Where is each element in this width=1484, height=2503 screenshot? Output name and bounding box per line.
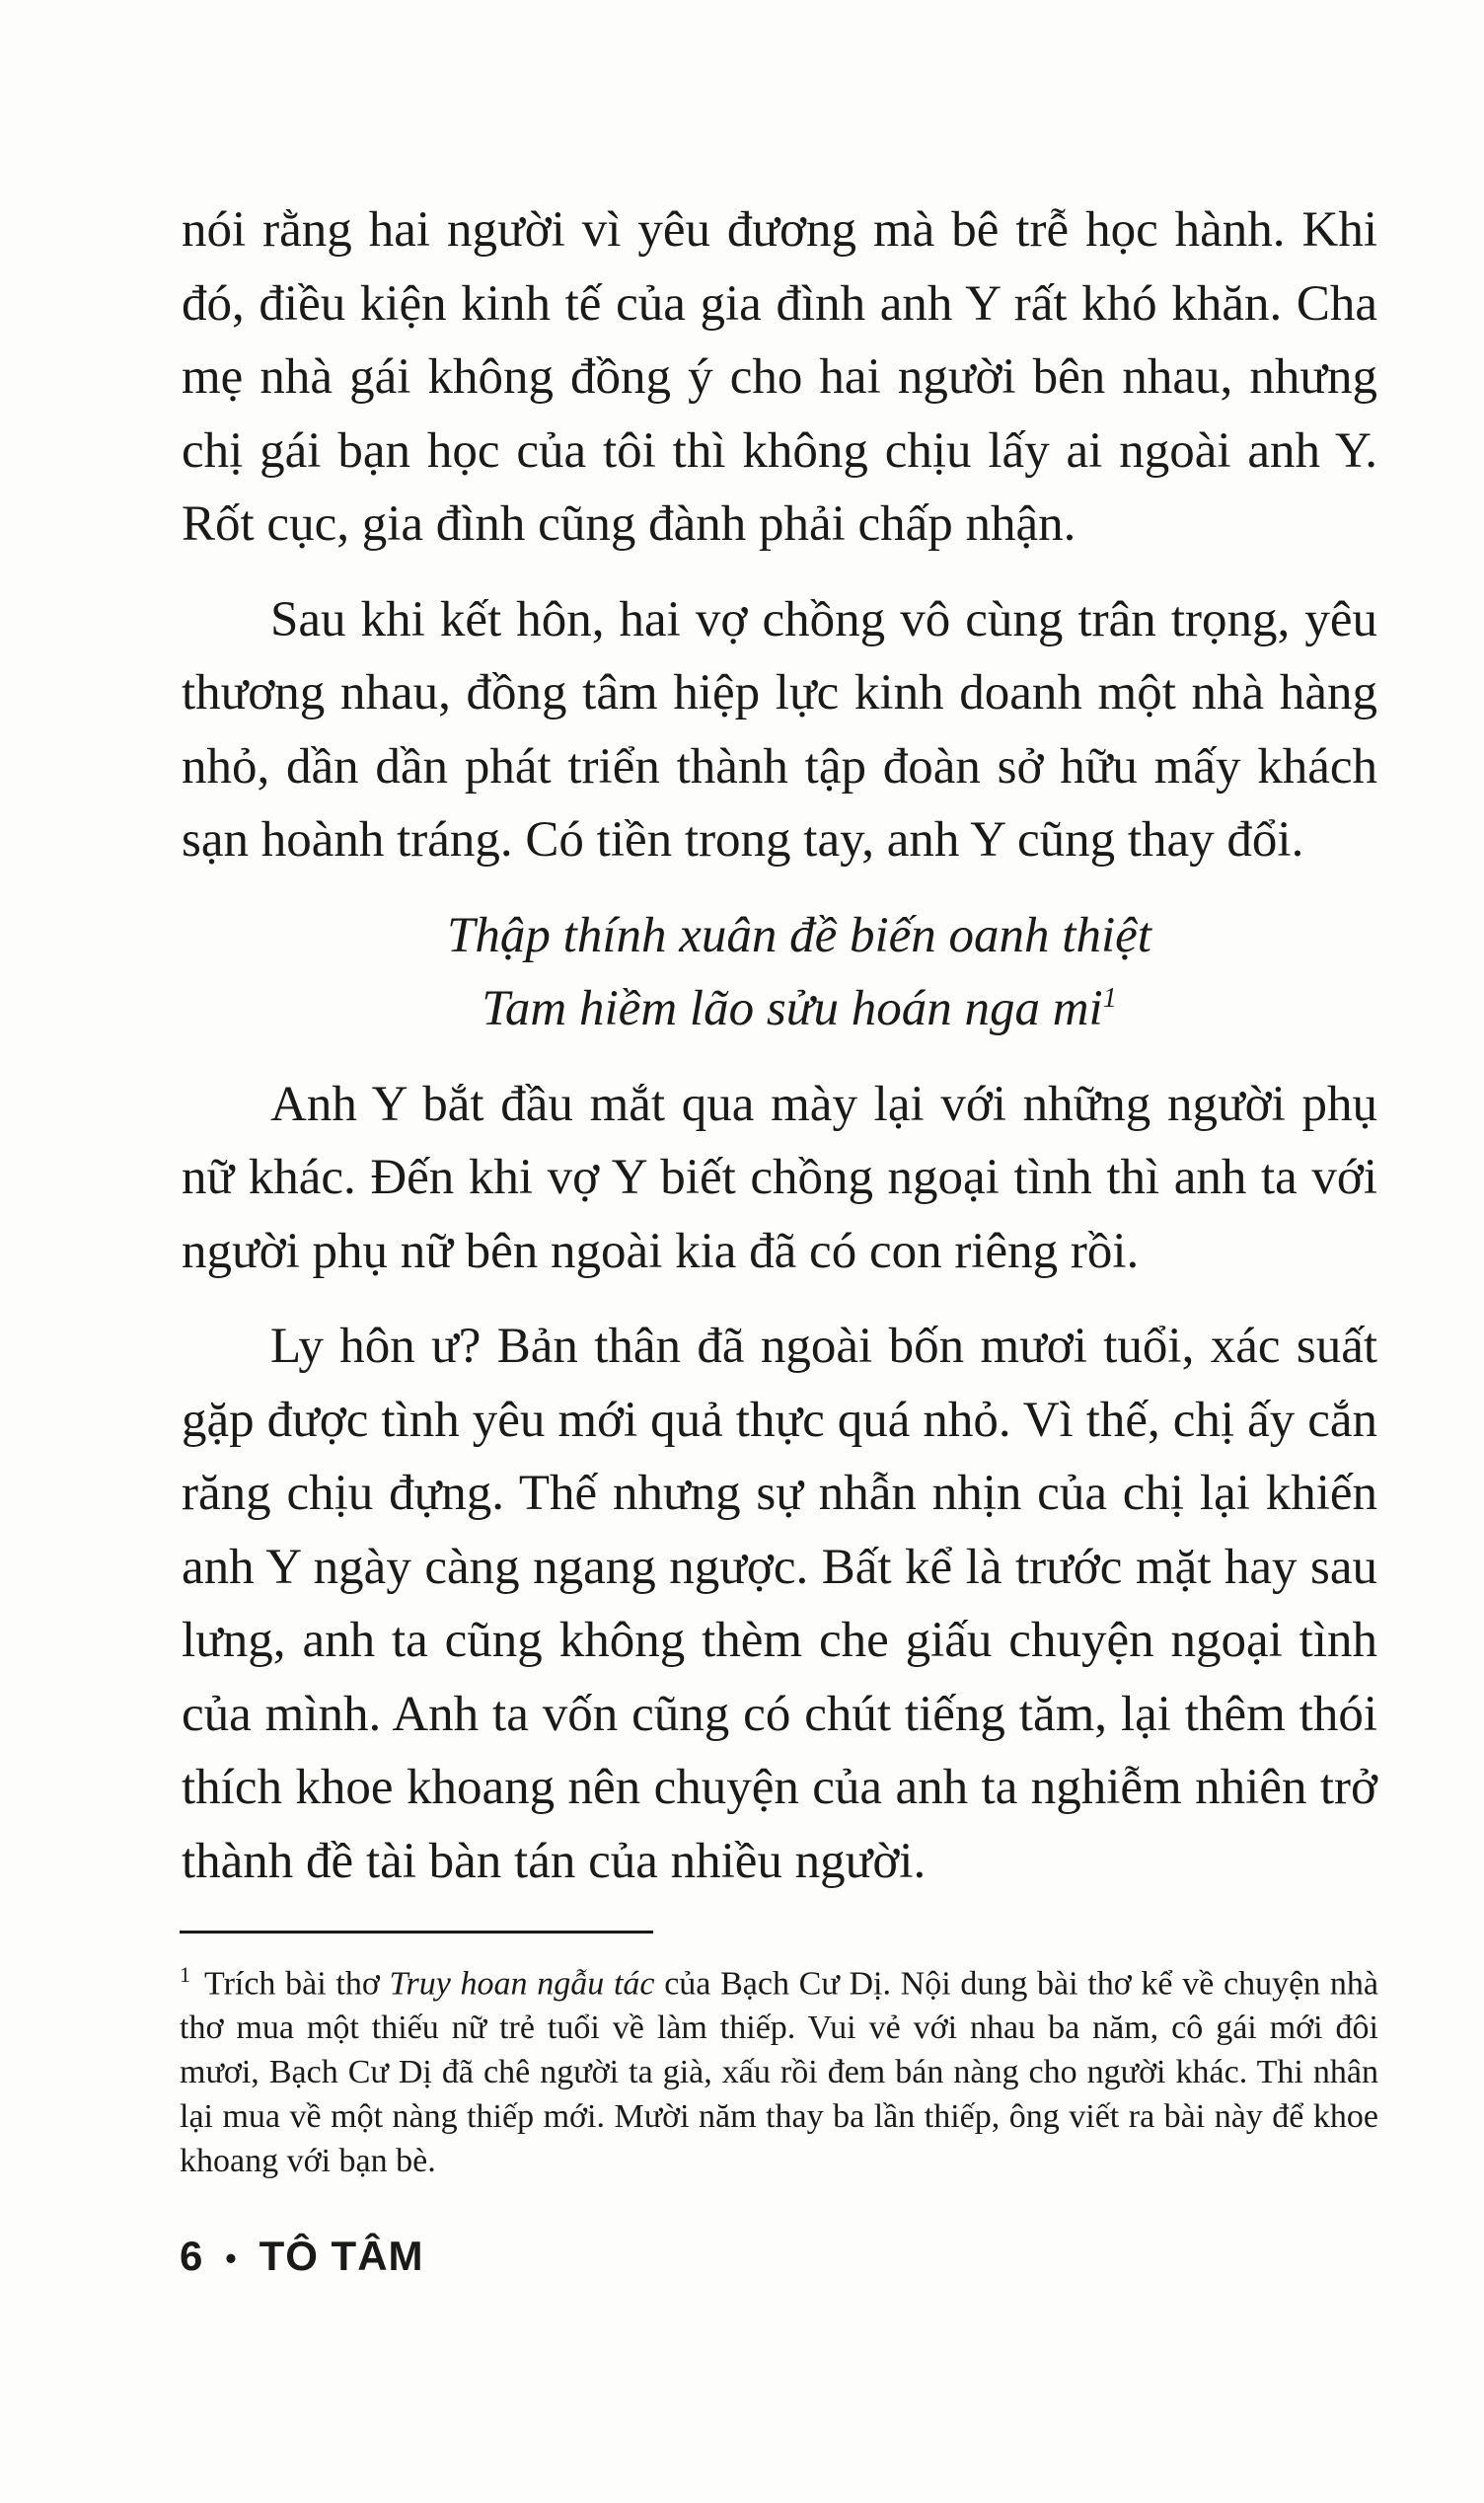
author-name: TÔ TÂM bbox=[259, 2233, 424, 2279]
paragraph-4: Ly hôn ư? Bản thân đã ngoài bốn mươi tuổi, xác suất gặp được tình yêu mới quả thực quá nhỏ. Vì thế, chị ấy cắn răng chịu đựng. Thế nhưng sự nhẫn nhịn của chị lại khiến anh Y ngày càng ngang ngược. Bất kể là trước mặt hay sau lưng, anh ta cũng không thèm che giấu chuyện ngoại tình của mình. Anh ta vốn cũng có chút tiếng tăm, lại thêm thói thích khoe khoang nên chuyện của anh ta nghiễm nhiên trở thành đề tài bàn tán của nhiều người. bbox=[182, 1319, 1377, 1889]
page-number: 6 bbox=[180, 2233, 204, 2279]
page-footer bbox=[180, 2233, 424, 2280]
verse-line-1: Thập thính xuân đề biến oanh thiệt bbox=[447, 907, 1151, 963]
footer-separator: • bbox=[225, 2240, 238, 2277]
footnote-divider bbox=[180, 1931, 653, 1934]
footnote-text-after: của Bạch Cư Dị. Nội dung bài thơ kể về chuyện nhà thơ mua một thiếu nữ trẻ tuổi về làm thiếp. Vui vẻ với nhau ba năm, cô gái mới đôi mươi, Bạch Cư Dị đã chê người ta già, xấu rồi đem bán nàng cho người khác. Thi nhân lại mua về một nàng thiếp mới. Mười năm thay ba lần thiếp, ông viết ra bài này để khoe khoang với bạn bè. bbox=[180, 1965, 1378, 2180]
footnote-marker: 1 bbox=[180, 1962, 190, 1987]
verse-line-2 bbox=[221, 972, 1377, 1046]
body-text bbox=[182, 193, 1377, 1920]
paragraph-1: nói rằng hai người vì yêu đương mà bê trễ học hành. Khi đó, điều kiện kinh tế của gia đình anh Y rất khó khăn. Cha mẹ nhà gái không đồng ý cho hai người bên nhau, nhưng chị gái bạn học của tôi thì không chịu lấy ai ngoài anh Y. Rốt cục, gia đình cũng đành phải chấp nhận. bbox=[182, 202, 1377, 552]
footnote-text-before: Trích bài thơ bbox=[204, 1965, 390, 2003]
verse-line-2-text: Tam hiềm lão sửu hoán nga mi bbox=[482, 981, 1103, 1036]
poem-verse bbox=[182, 899, 1377, 1046]
footnote-reference: 1 bbox=[1102, 983, 1117, 1014]
paragraph-3: Anh Y bắt đầu mắt qua mày lại với những người phụ nữ khác. Đến khi vợ Y biết chồng ngoại tình thì anh ta với người phụ nữ bên ngoài kia đã có con riêng rồi. bbox=[182, 1076, 1377, 1279]
footnote bbox=[180, 1952, 1378, 2183]
paragraph-2: Sau khi kết hôn, hai vợ chồng vô cùng trân trọng, yêu thương nhau, đồng tâm hiệp lực kinh doanh một nhà hàng nhỏ, dần dần phát triển thành tập đoàn sở hữu mấy khách sạn hoành tráng. Có tiền trong tay, anh Y cũng thay đổi. bbox=[182, 591, 1377, 868]
footnote-poem-title: Truy hoan ngẫu tác bbox=[389, 1965, 655, 2003]
